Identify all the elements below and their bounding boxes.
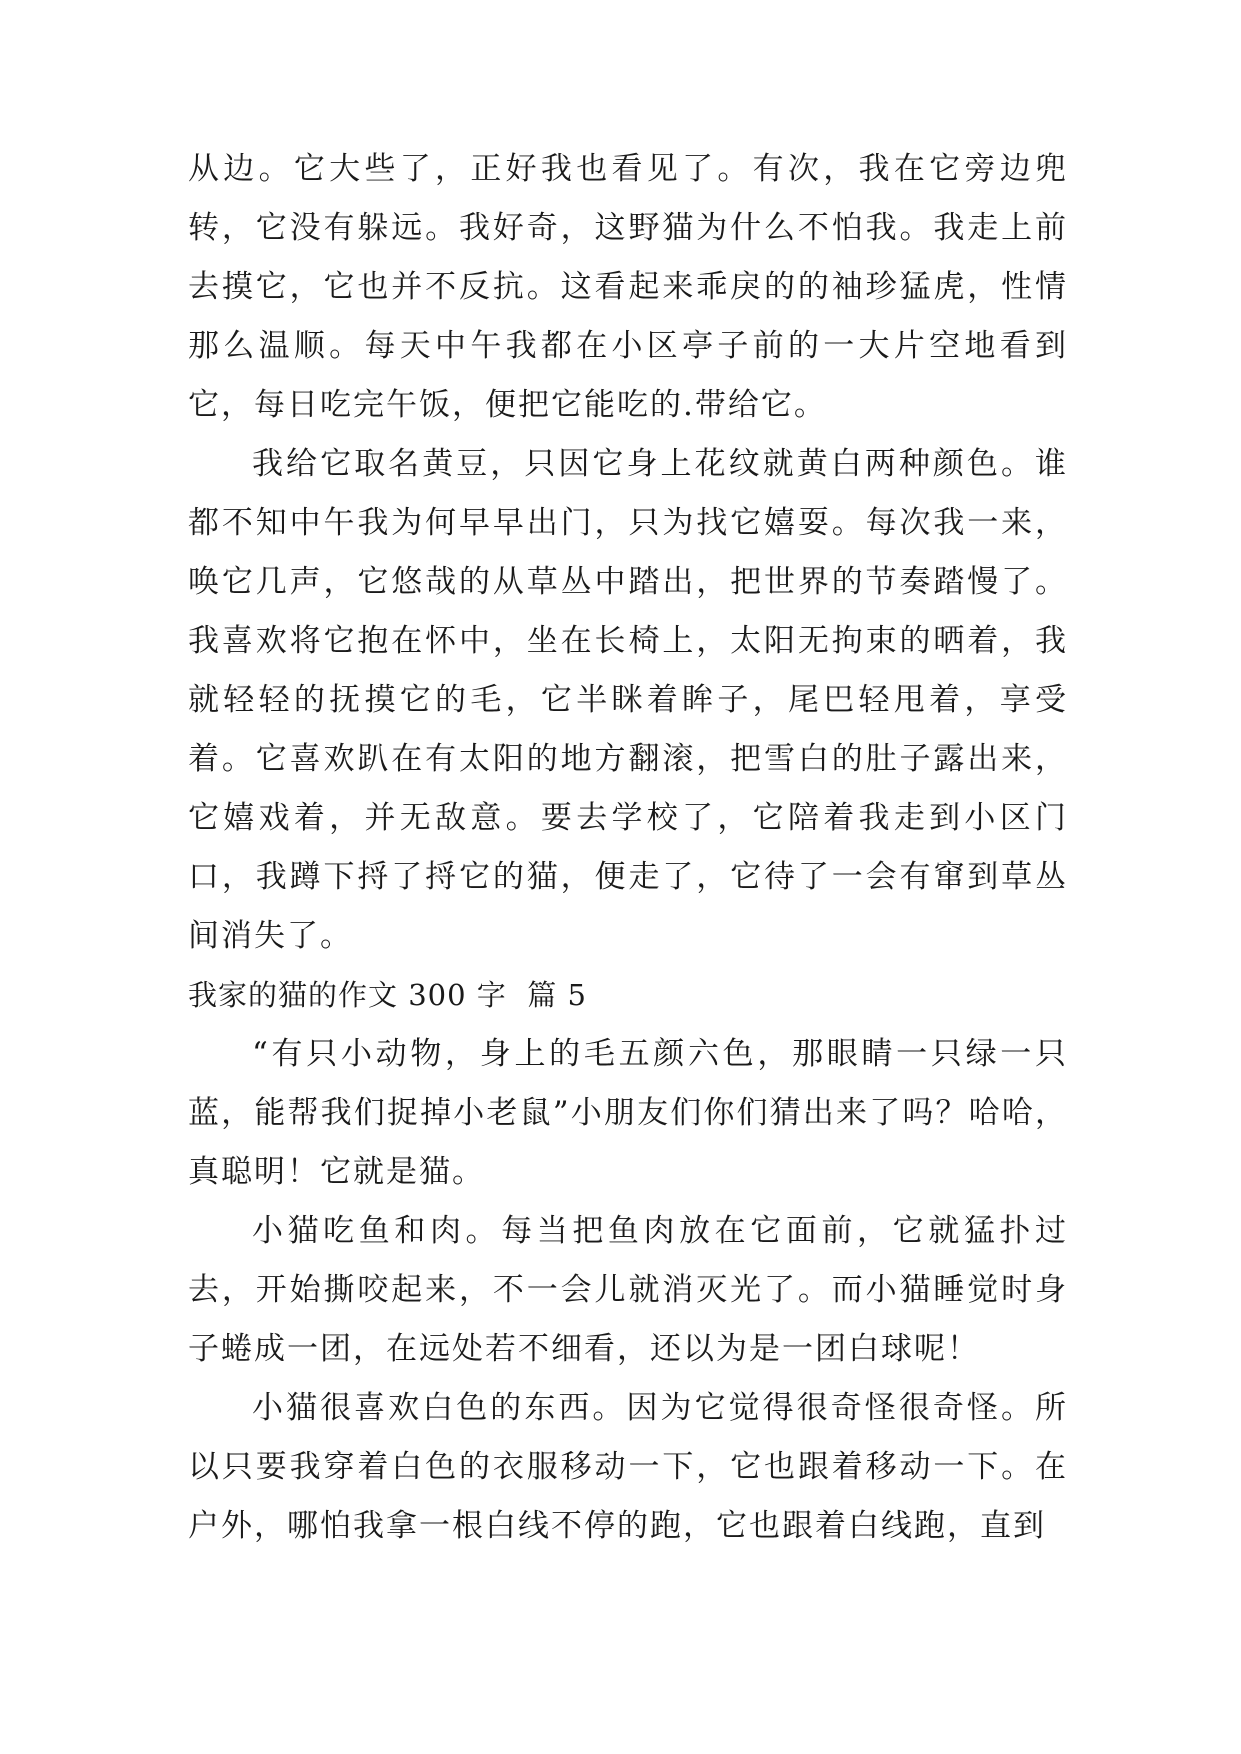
paragraph: 从边。它大些了，正好我也看见了。有次，我在它旁边兜转，它没有躲远。我好奇，这野猫为什么不怕我。我走上前去摸它，它也并不反抗。这看起来乖戾的的袖珍猛虎，性情那么温顺。每天中午我都在小区亭子前的一大片空地看到它，每日吃完午饭，便把它能吃的.带给它。 <box>188 151 1068 423</box>
section-heading: 我家的猫的作文 300 字 篇 5 <box>188 978 587 1012</box>
paragraph: 我给它取名黄豆，只因它身上花纹就黄白两种颜色。谁都不知中午我为何早早出门，只为找它嬉耍。每次我一来，唤它几声，它悠哉的从草丛中踏出，把世界的节奏踏慢了。我喜欢将它抱在怀中，坐在长椅上，太阳无拘束的晒着，我就轻轻的抚摸它的毛，它半眯着眸子，尾巴轻甩着，享受着。它喜欢趴在有太阳的地方翻滚，把雪白的肚子露出来，它嬉戏着，并无敌意。要去学校了，它陪着我走到小区门口，我蹲下捋了捋它的猫，便走了，它待了一会有窜到草丛间消失了。 <box>188 446 1068 954</box>
paragraph: 小猫很喜欢白色的东西。因为它觉得很奇怪很奇怪。所以只要我穿着白色的衣服移动一下，它也跟着移动一下。在户外，哪怕我拿一根白线不停的跑，它也跟着白线跑，直到 <box>188 1390 1068 1544</box>
essay-body <box>188 140 1068 1556</box>
paragraph: “有只小动物，身上的毛五颜六色，那眼睛一只绿一只蓝，能帮我们捉掉小老鼠”小朋友们你们猜出来了吗？哈哈，真聪明！它就是猫。 <box>188 1036 1068 1190</box>
paragraph: 小猫吃鱼和肉。每当把鱼肉放在它面前，它就猛扑过去，开始撕咬起来，不一会儿就消灭光了。而小猫睡觉时身子蜷成一团，在远处若不细看，还以为是一团白球呢！ <box>188 1213 1068 1367</box>
